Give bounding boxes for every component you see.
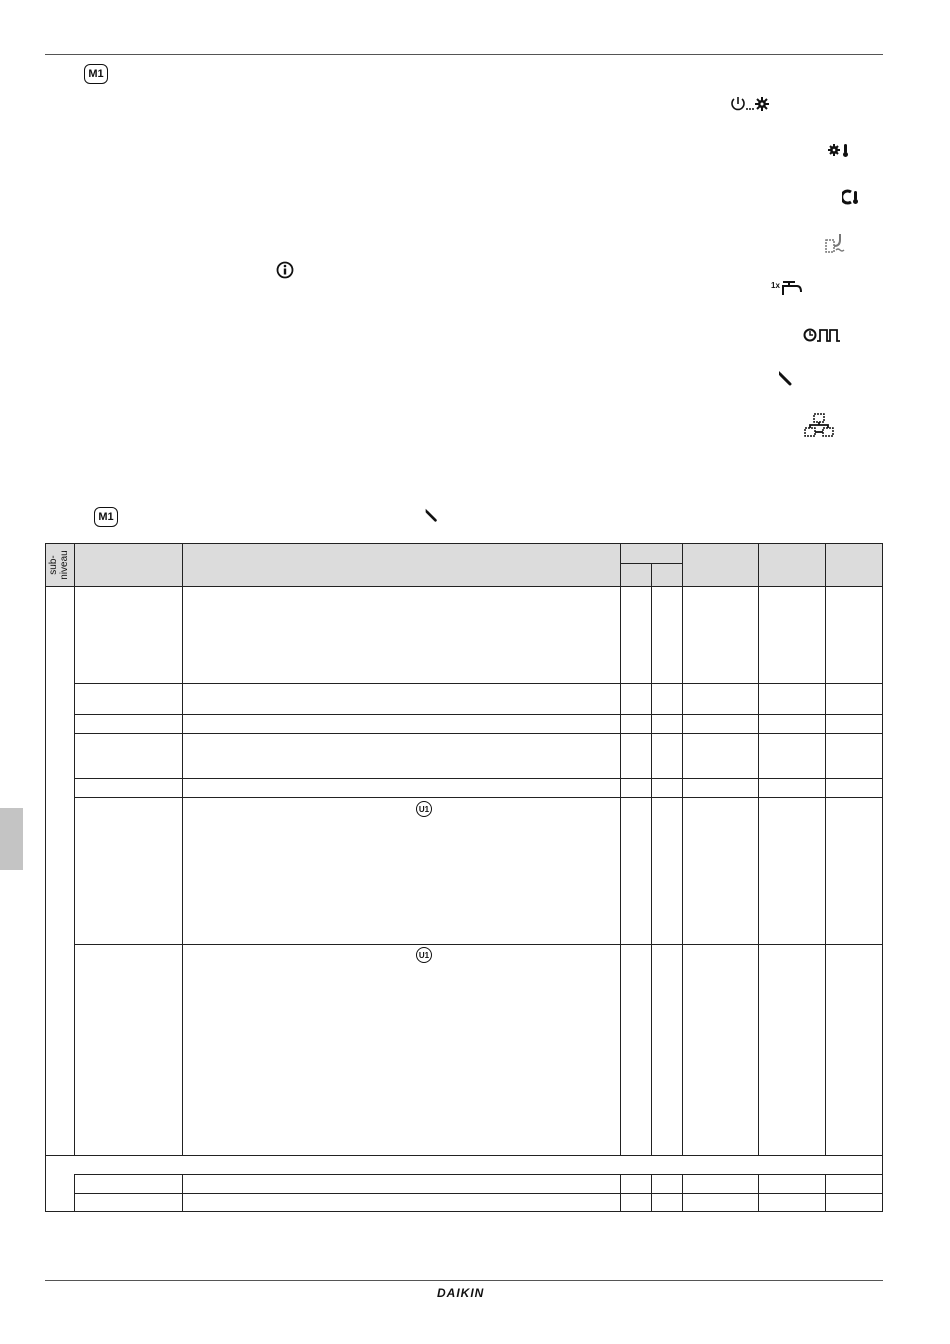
u1-badge: U1	[416, 801, 432, 817]
group-separator	[45, 1155, 883, 1156]
row-line-2	[74, 714, 883, 715]
svg-text:1x: 1x	[771, 281, 780, 290]
daikin-logo: DAIKIN	[437, 1286, 485, 1300]
col-line-6	[758, 543, 759, 1155]
col-line-4	[651, 563, 652, 1155]
u1-badge: U1	[416, 947, 432, 963]
section-m1-badge: M1	[94, 507, 118, 527]
row-line-6	[74, 944, 883, 945]
menu-m1-badge: M1	[84, 64, 108, 84]
footer-rule	[45, 1280, 883, 1281]
row-line-8	[74, 1193, 883, 1194]
col-line-7	[825, 543, 826, 1155]
col-line-2	[182, 543, 183, 1155]
header-subniveau: sub- niveau	[48, 550, 70, 580]
row-line-5	[74, 797, 883, 798]
row-line-4	[74, 778, 883, 779]
table-border-right	[882, 543, 883, 1212]
col-line-3	[620, 543, 621, 1155]
row-line-7	[74, 1174, 883, 1175]
col-line-5	[682, 543, 683, 1155]
row-line-1	[74, 683, 883, 684]
row-line-3	[74, 733, 883, 734]
table-border-left	[45, 543, 46, 1212]
col-line-1	[74, 543, 75, 1155]
